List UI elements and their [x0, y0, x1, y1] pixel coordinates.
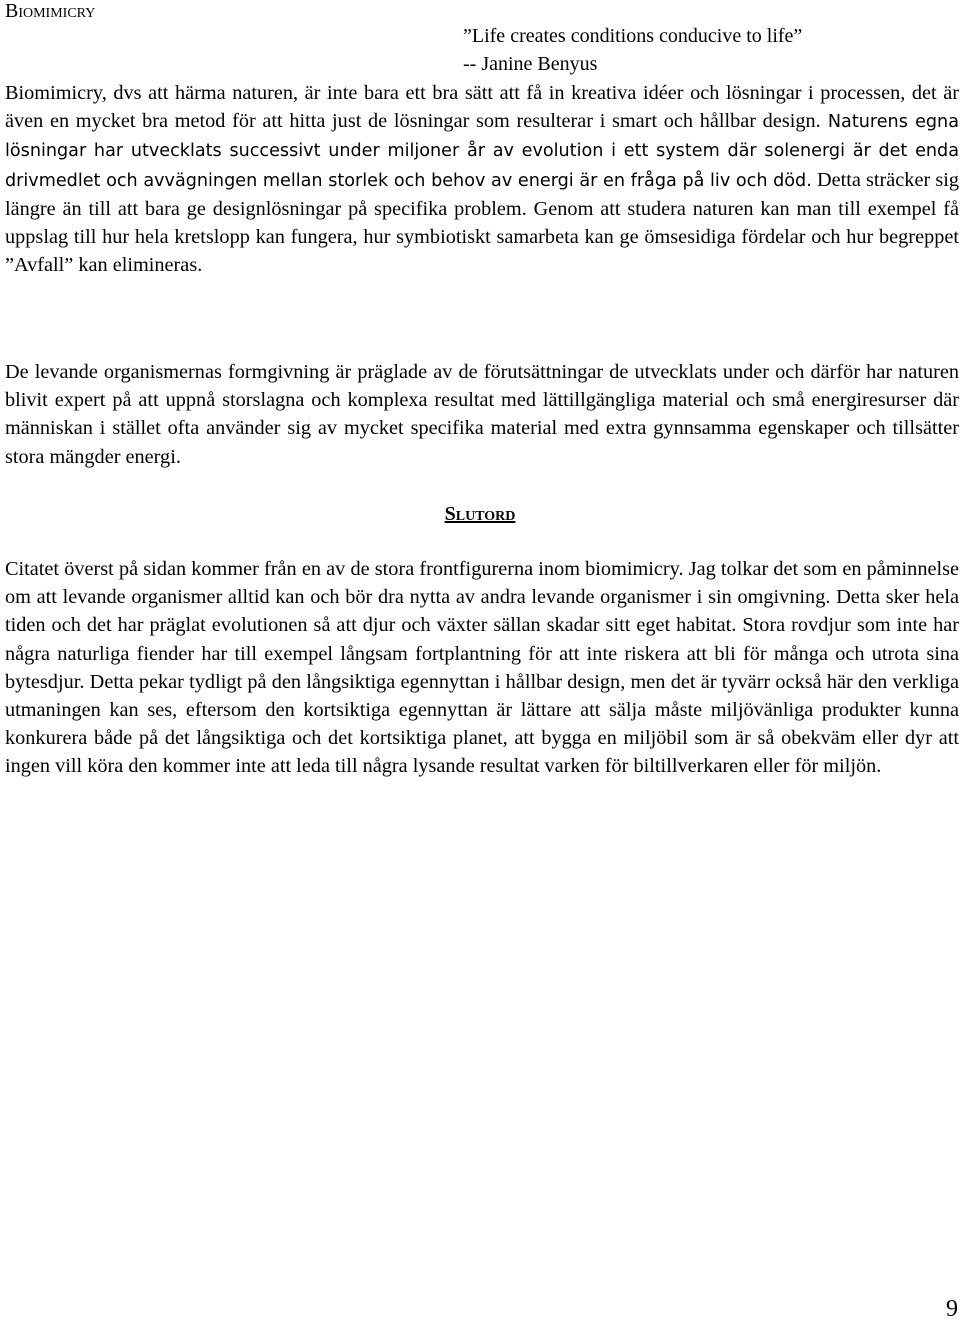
paragraph-intro-part-3: Detta sträcker sig längre än till att bara ge designlösningar på specifika problem. — [5, 168, 959, 220]
paragraph-intro-part-1: Biomimicry, dvs att härma naturen, är inte bara ett bra sätt att få in kreativa idéer och lösningar i processen, det är även en mycket bra metod för att hitta just de lösningar som resulterar i smart och hållbar design. — [5, 82, 959, 133]
conclusion-heading: Slutord — [444, 503, 516, 525]
paragraph-intro-part-4: Genom att studera naturen kan man till exempel få uppslag till hur hela kretslopp kan fungera, hur symbiotiskt samarbeta kan ge ömsesidiga fördelar och hur begreppet ”Avfall” kan elimineras. — [5, 197, 960, 277]
epigraph-quote: ”Life creates conditions conducive to life” — [463, 25, 803, 47]
paragraph-organisms: De levande organismernas formgivning är präglade av de förutsättningar de utvecklats under och därför har naturen blivit expert på att uppnå storslagna och komplexa resultat med lättillgängliga material och små energiresurser där människan i stället ofta använder sig av mycket specifika material med extra gynnsamma egenskaper och tillsätter stora mängder energi. — [5, 361, 959, 468]
section-title: Biomimicry — [5, 0, 96, 22]
epigraph-attribution: -- Janine Benyus — [463, 53, 598, 75]
page-number: 9 — [946, 1296, 958, 1322]
paragraph-intro — [5, 79, 959, 279]
paragraph-conclusion: Citatet överst på sidan kommer från en av de stora frontfigurerna inom biomimicry. Jag tolkar det som en påminnelse om att levande organismer alltid kan och bör dra nytta av andra levande organismer i sin omgivning. Detta sker hela tiden och det har präglat evolutionen så att djur och växter sällan skadar sitt eget habitat. Stora rovdjur som inte har några naturliga fiender har till exempel långsam fortplantning för att inte riskera att bli för många och utrota sina bytesdjur. Detta pekar tydligt på den långsiktiga egennyttan i hållbar design, men det är tyvärr också här den verkliga utmaningen kan ses, eftersom den kortsiktiga egennyttan är lättare att sälja måste miljövänliga produkter kunna konkurera både på det långsiktiga och det kortsiktiga planet, att bygga en miljöbil som är så obekväm eller dyr att ingen vill köra den kommer inte att leda till några lysande resultat varken för biltillverkaren eller för miljön. — [5, 558, 959, 778]
epigraph — [463, 22, 943, 78]
paragraph-intro-part-2: Naturens egna lösningar har utvecklats successivt under miljoner år av evolution i ett system där solenergi är det enda drivmedlet och avvägningen mellan storlek och behov av energi är en fråga på liv och död. — [5, 112, 959, 191]
